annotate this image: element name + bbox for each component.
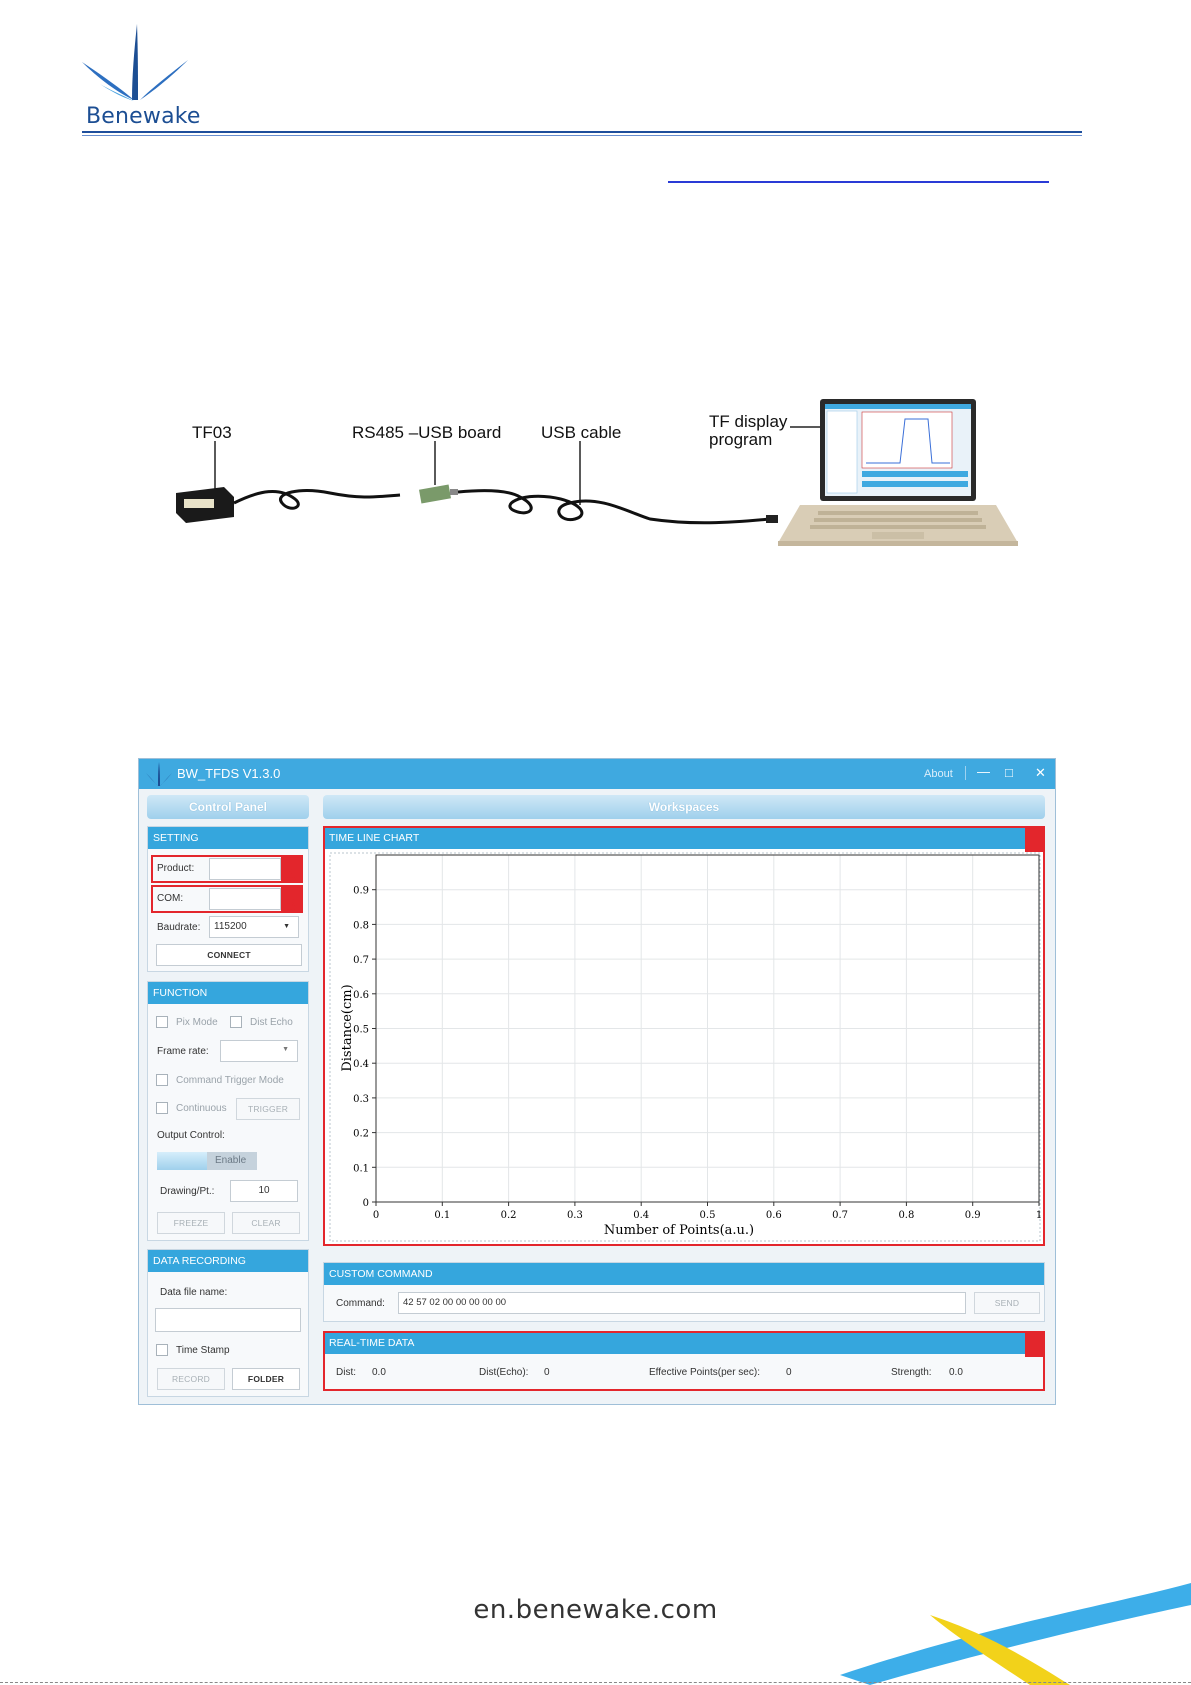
software-window-screenshot xyxy=(138,758,1056,1405)
data-file-name-label: Data file name: xyxy=(160,1287,228,1298)
drawing-pt-field[interactable]: 10 xyxy=(230,1180,298,1202)
header-rule xyxy=(82,131,1082,133)
connection-diagram xyxy=(170,395,1040,555)
dist-echo-value: 0 xyxy=(544,1367,550,1378)
y-tick-label: 0.4 xyxy=(353,1059,369,1071)
dist-label: Dist: xyxy=(336,1367,356,1378)
page-bottom-edge xyxy=(0,1682,1191,1683)
product-label: Product: xyxy=(157,863,195,874)
close-icon[interactable]: ✕ xyxy=(1035,765,1046,780)
x-tick-label: 0 xyxy=(372,1210,380,1221)
y-tick-label: 0.3 xyxy=(353,1093,369,1105)
pix-mode-label: Pix Mode xyxy=(176,1017,218,1028)
minimize-icon[interactable]: — xyxy=(977,764,990,779)
brand-name: Benewake xyxy=(86,104,201,129)
effective-points-value: 0 xyxy=(786,1367,792,1378)
about-link[interactable]: About xyxy=(924,768,953,780)
app-logo-icon xyxy=(145,761,173,787)
x-tick-label: 0.2 xyxy=(500,1210,517,1221)
y-tick-label: 0.1 xyxy=(353,1163,369,1175)
output-enable-toggle[interactable] xyxy=(157,1152,257,1170)
custom-command-header: CUSTOM COMMAND xyxy=(324,1263,1044,1285)
setting-section xyxy=(147,826,309,972)
x-tick-label: 1 xyxy=(1035,1210,1043,1221)
connect-button[interactable]: CONNECT xyxy=(156,944,302,966)
y-tick-label: 0.6 xyxy=(353,989,369,1001)
baudrate-select[interactable] xyxy=(209,916,299,938)
footer-website: en.benewake.com xyxy=(473,1595,718,1625)
dist-echo-checkbox[interactable] xyxy=(230,1016,242,1028)
x-tick-label: 0.5 xyxy=(699,1210,716,1221)
marker-a: A xyxy=(284,865,297,885)
clear-button[interactable]: CLEAR xyxy=(232,1212,300,1234)
x-tick-label: 0.3 xyxy=(566,1210,583,1221)
strength-value: 0.0 xyxy=(949,1367,963,1378)
x-tick-label: 0.9 xyxy=(964,1210,981,1221)
baudrate-value: 115200 xyxy=(214,921,247,932)
label-tf03: TF03 xyxy=(192,423,232,442)
record-button[interactable]: RECORD xyxy=(157,1368,225,1390)
chart-marker xyxy=(1025,826,1045,852)
realtime-marker xyxy=(1025,1331,1045,1357)
data-file-name-field[interactable] xyxy=(155,1308,301,1332)
strength-label: Strength: xyxy=(891,1367,932,1378)
command-trigger-label: Command Trigger Mode xyxy=(176,1075,284,1086)
com-label: COM: xyxy=(157,893,184,904)
y-tick-label: 0.7 xyxy=(353,955,369,967)
window-titlebar xyxy=(139,759,1055,789)
continuous-checkbox[interactable] xyxy=(156,1102,168,1114)
y-tick-label: 0.8 xyxy=(353,920,369,932)
control-panel-header: Control Panel xyxy=(147,795,309,819)
data-recording-header: DATA RECORDING xyxy=(148,1250,308,1272)
time-line-chart xyxy=(329,852,1041,1242)
custom-command-section xyxy=(323,1262,1045,1322)
command-field[interactable]: 42 57 02 00 00 00 00 00 xyxy=(398,1292,966,1314)
function-section xyxy=(147,981,309,1241)
effective-points-label: Effective Points(per sec): xyxy=(649,1367,760,1378)
realtime-highlight-box xyxy=(323,1331,1045,1391)
send-button[interactable]: SEND xyxy=(974,1292,1040,1314)
header-rule-thin xyxy=(82,135,1082,136)
chart-frame xyxy=(330,853,1043,1241)
toggle-knob xyxy=(157,1152,207,1170)
label-tf-display-program: TF display program xyxy=(709,412,788,449)
output-control-label: Output Control: xyxy=(157,1130,225,1141)
command-trigger-checkbox[interactable] xyxy=(156,1074,168,1086)
y-tick-label: 0 xyxy=(362,1198,369,1209)
drawing-pt-label: Drawing/Pt.: xyxy=(160,1186,215,1197)
y-axis-title: Distance(cm) xyxy=(340,984,355,1072)
function-header: FUNCTION xyxy=(148,982,308,1004)
command-label: Command: xyxy=(336,1298,385,1309)
com-field[interactable] xyxy=(209,888,281,910)
label-usb-cable: USB cable xyxy=(541,423,622,442)
footer-swoosh-decoration xyxy=(830,1575,1191,1685)
chevron-down-icon: ▼ xyxy=(283,923,290,930)
x-tick-label: 0.8 xyxy=(898,1210,915,1221)
window-title: BW_TFDS V1.3.0 xyxy=(177,766,281,781)
folder-button[interactable]: FOLDER xyxy=(232,1368,300,1390)
time-stamp-label: Time Stamp xyxy=(176,1345,230,1356)
baudrate-label: Baudrate: xyxy=(157,922,201,933)
y-tick-label: 0.5 xyxy=(353,1024,369,1036)
setting-header: SETTING xyxy=(148,827,308,849)
x-tick-label: 0.7 xyxy=(832,1210,849,1221)
titlebar-divider xyxy=(965,766,966,780)
dist-value: 0.0 xyxy=(372,1367,386,1378)
time-line-chart-header: TIME LINE CHART xyxy=(324,827,1044,849)
time-stamp-checkbox[interactable] xyxy=(156,1344,168,1356)
enable-label: Enable xyxy=(215,1155,247,1166)
product-field[interactable] xyxy=(209,858,281,880)
real-time-data-header: REAL-TIME DATA xyxy=(324,1332,1044,1354)
benewake-logo xyxy=(80,22,190,102)
workspaces-header: Workspaces xyxy=(323,795,1045,819)
label-rs485-usb-board: RS485 –USB board xyxy=(352,423,502,442)
dist-echo-label: Dist(Echo): xyxy=(479,1367,529,1378)
freeze-button[interactable]: FREEZE xyxy=(157,1212,225,1234)
y-tick-label: 0.2 xyxy=(353,1128,369,1140)
x-axis-title: Number of Points(a.u.) xyxy=(603,1223,755,1238)
frame-rate-select[interactable] xyxy=(220,1040,298,1062)
hyperlink-underline[interactable] xyxy=(668,181,1049,183)
x-tick-label: 0.1 xyxy=(434,1210,451,1221)
marker-b: B xyxy=(284,895,297,915)
chevron-down-icon: ▼ xyxy=(282,1046,289,1053)
y-tick-label: 0.9 xyxy=(353,885,369,897)
data-recording-section xyxy=(147,1249,309,1397)
x-tick-label: 0.6 xyxy=(765,1210,782,1221)
x-tick-label: 0.4 xyxy=(633,1210,650,1221)
continuous-label: Continuous xyxy=(176,1103,227,1114)
frame-rate-label: Frame rate: xyxy=(157,1046,209,1057)
dist-echo-label: Dist Echo xyxy=(250,1017,293,1028)
pix-mode-checkbox[interactable] xyxy=(156,1016,168,1028)
trigger-button[interactable]: TRIGGER xyxy=(236,1098,300,1120)
maximize-icon[interactable]: □ xyxy=(1005,765,1013,780)
